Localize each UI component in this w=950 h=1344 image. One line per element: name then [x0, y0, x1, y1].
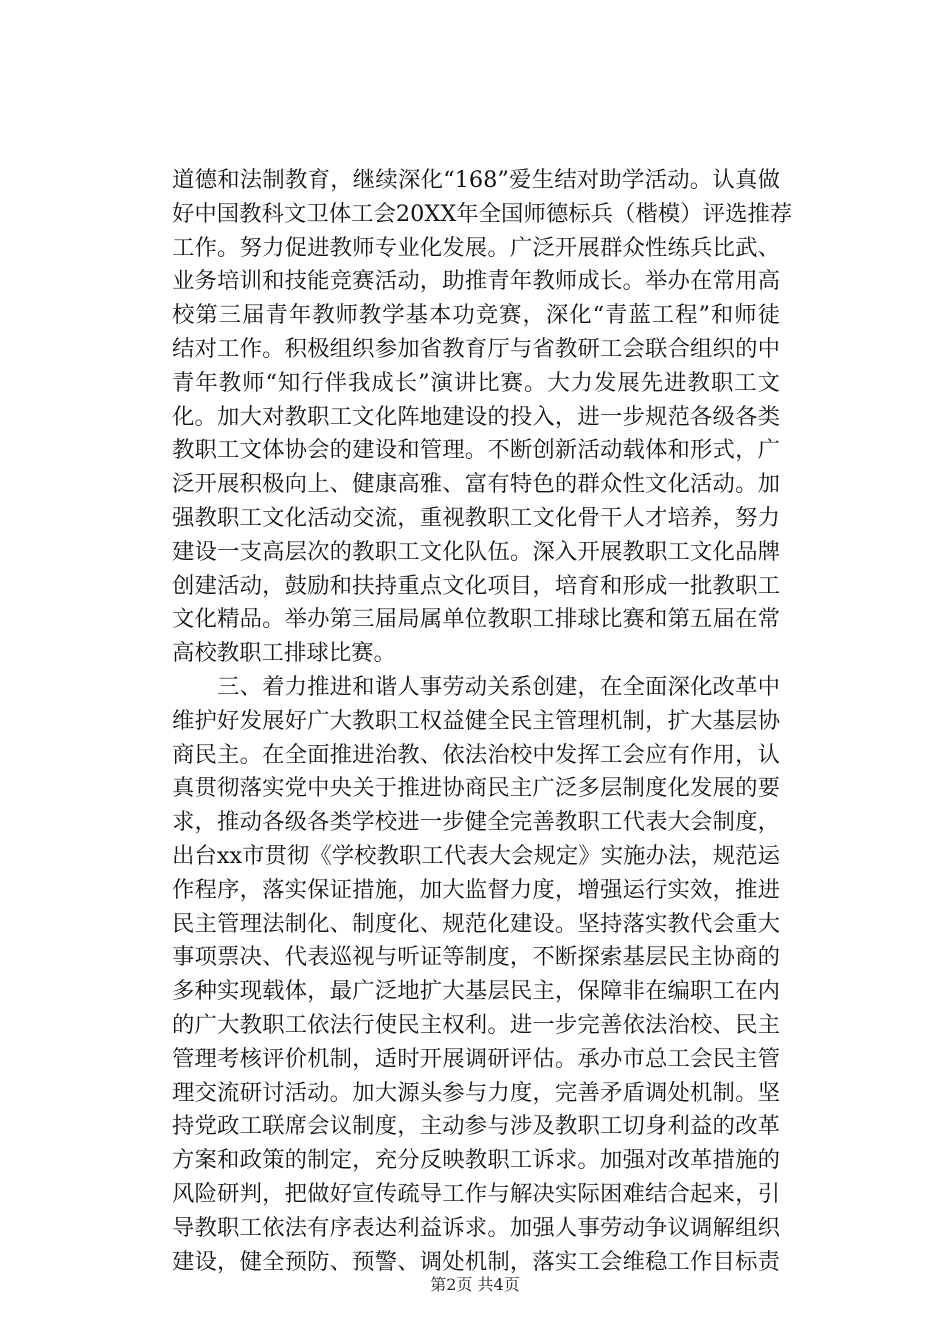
text-line: 理交流研讨活动。加大源头参与力度，完善矛盾调处机制。坚: [172, 1079, 780, 1106]
text-line: 化。加大对教职工文化阵地建设的投入，进一步规范各级各类: [172, 403, 780, 430]
text-line: 泛开展积极向上、健康高雅、富有特色的群众性文化活动。加: [172, 471, 780, 498]
text-line: 青年教师“知行伴我成长”演讲比赛。大力发展先进教职工文: [172, 369, 780, 396]
text-line: 事项票决、代表巡视与听证等制度，不断探索基层民主协商的: [172, 944, 780, 971]
text-line: 民主管理法制化、制度化、规范化建设。坚持落实教代会重大: [172, 910, 780, 937]
text-line: 文化精品。举办第三届局属单位教职工排球比赛和第五届在常: [172, 606, 780, 633]
text-line: 结对工作。积极组织参加省教育厅与省教研工会联合组织的中: [172, 335, 780, 362]
text-line: 作程序，落实保证措施，加大监督力度，增强运行实效，推进: [172, 876, 780, 903]
text-line: 求，推动各级各类学校进一步健全完善教职工代表大会制度，: [172, 809, 780, 836]
text-line: 建设，健全预防、预警、调处机制，落实工会维稳工作目标责: [172, 1248, 780, 1275]
page-footer: 第2页 共4页: [430, 1275, 520, 1294]
text-line: 管理考核评价机制，适时开展调研评估。承办市总工会民主管: [172, 1045, 780, 1072]
text-line: 道德和法制教育，继续深化“168”爱生结对助学活动。认真做: [172, 167, 780, 193]
text-line: 校第三届青年教师教学基本功竞赛，深化“青蓝工程”和师徒: [172, 302, 780, 329]
text-line: 创建活动，鼓励和扶持重点文化项目，培育和形成一批教职工: [172, 572, 780, 599]
text-line: 工作。努力促进教师专业化发展。广泛开展群众性练兵比武、: [172, 234, 780, 261]
text-line: 好中国教科文卫体工会20XX年全国师德标兵（楷模）评选推荐: [172, 200, 793, 227]
text-line: 商民主。在全面推进治教、依法治校中发挥工会应有作用，认: [172, 741, 780, 768]
text-line: 方案和政策的制定，充分反映教职工诉求。加强对改革措施的: [172, 1147, 780, 1174]
text-line: 的广大教职工依法行使民主权利。进一步完善依法治校、民主: [172, 1011, 780, 1038]
text-line: 出台xx市贯彻《学校教职工代表大会规定》实施办法，规范运: [172, 842, 780, 869]
text-line: 维护好发展好广大教职工权益健全民主管理机制，扩大基层协: [172, 707, 780, 734]
text-line: 业务培训和技能竞赛活动，助推青年教师成长。举办在常用高: [172, 268, 780, 295]
text-line: 风险研判，把做好宣传疏导工作与解决实际困难结合起来，引: [172, 1180, 780, 1207]
text-line: 建设一支高层次的教职工文化队伍。深入开展教职工文化品牌: [172, 538, 780, 565]
text-line: 三、着力推进和谐人事劳动关系创建，在全面深化改革中: [172, 673, 780, 700]
body-text: [172, 164, 793, 1279]
text-line: 高校教职工排球比赛。: [172, 640, 396, 667]
text-line: 教职工文体协会的建设和管理。不断创新活动载体和形式，广: [172, 437, 780, 464]
text-line: 多种实现载体，最广泛地扩大基层民主，保障非在编职工在内: [172, 978, 780, 1005]
text-line: 强教职工文化活动交流，重视教职工文化骨干人才培养，努力: [172, 504, 780, 531]
text-line: 真贯彻落实党中央关于推进协商民主广泛多层制度化发展的要: [172, 775, 780, 802]
text-line: 导教职工依法有序表达利益诉求。加强人事劳动争议调解组织: [172, 1214, 780, 1241]
text-line: 持党政工联席会议制度，主动参与涉及教职工切身利益的改革: [172, 1113, 780, 1140]
